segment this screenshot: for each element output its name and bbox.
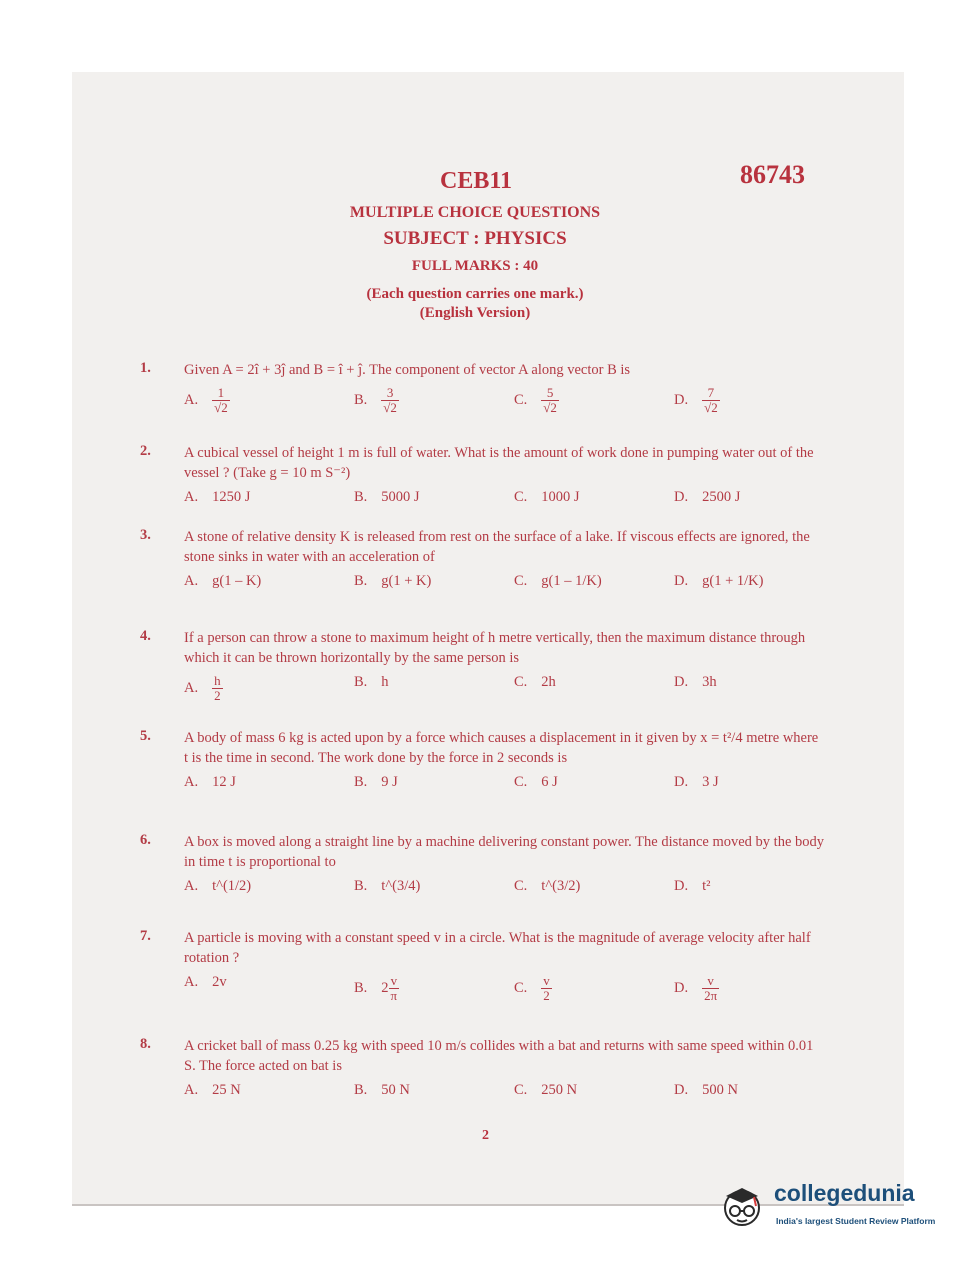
option-fraction	[212, 674, 223, 703]
fraction-numerator: 7	[702, 386, 720, 401]
option-d[interactable]	[674, 674, 717, 691]
option-d[interactable]	[674, 774, 719, 791]
option-d[interactable]	[674, 489, 740, 506]
option-fraction	[541, 386, 559, 415]
option-row	[184, 878, 824, 918]
option-c[interactable]	[514, 674, 556, 691]
question-text: A body of mass 6 kg is acted upon by a force which causes a displacement in it given by x = t²/4 metre where t is the time in second. The work done by the force in 2 seconds is	[184, 730, 819, 766]
option-label: D.	[674, 1082, 689, 1098]
option-value: 1000 J	[541, 489, 580, 505]
option-value: 5000 J	[381, 489, 420, 505]
question-number: 3.	[140, 527, 151, 543]
option-label: D.	[674, 878, 689, 894]
option-value: t^(3/2)	[541, 878, 581, 894]
option-label: C.	[514, 979, 528, 996]
option-row	[184, 489, 824, 529]
option-d[interactable]	[674, 974, 719, 1003]
option-c[interactable]	[514, 974, 552, 1003]
fraction-numerator: h	[214, 673, 221, 688]
marks-note: (Each question carries one mark.)	[366, 286, 584, 302]
option-label: A.	[184, 878, 199, 894]
option-fraction	[702, 386, 720, 415]
option-label: B.	[354, 489, 368, 505]
option-value: g(1 + 1/K)	[702, 573, 764, 589]
logo-name: collegedunia	[774, 1180, 915, 1206]
logo-tagline: India's largest Student Review Platform	[776, 1216, 936, 1226]
option-label: A.	[184, 679, 199, 696]
option-fraction	[381, 386, 399, 415]
question-number: 8.	[140, 1036, 151, 1052]
option-c[interactable]	[514, 774, 558, 791]
question-text: A stone of relative density K is released from rest on the surface of a lake. If viscous effects are ignored, the stone sinks in water with an acceleration of	[184, 529, 810, 565]
option-a[interactable]	[184, 1082, 241, 1099]
option-label: B.	[354, 573, 368, 589]
option-label: D.	[674, 573, 689, 589]
option-value: g(1 – 1/K)	[541, 573, 602, 589]
option-fraction	[212, 386, 230, 415]
option-value: 1250 J	[212, 489, 251, 505]
option-label: B.	[354, 1082, 368, 1098]
option-label: A.	[184, 974, 199, 990]
option-label: D.	[674, 979, 689, 996]
option-value: 2h	[541, 674, 556, 690]
question-number: 6.	[140, 832, 151, 848]
option-b[interactable]	[354, 1082, 410, 1099]
option-label: D.	[674, 774, 689, 790]
option-label: D.	[674, 674, 689, 690]
option-a[interactable]	[184, 974, 227, 991]
option-row	[184, 774, 824, 814]
option-d[interactable]	[674, 878, 711, 895]
fraction-numerator: v	[389, 974, 400, 989]
option-label: C.	[514, 878, 528, 894]
full-marks: FULL MARKS : 40	[411, 258, 539, 274]
option-row	[184, 573, 824, 613]
option-a[interactable]	[184, 774, 236, 791]
option-label: A.	[184, 1082, 199, 1098]
option-b[interactable]	[354, 386, 399, 415]
option-value: 2v	[212, 974, 227, 990]
question-text: Given A = 2î + 3ĵ and B = î + ĵ. The component of vector A along vector B is	[184, 362, 631, 378]
option-b[interactable]	[354, 573, 431, 590]
question-number: 7.	[140, 928, 151, 944]
paper-code: CEB11	[440, 168, 513, 194]
option-c[interactable]	[514, 489, 580, 506]
option-value: h	[381, 674, 389, 690]
option-c[interactable]	[514, 1082, 577, 1099]
option-c[interactable]	[514, 878, 580, 895]
option-b[interactable]	[354, 489, 420, 506]
option-label: B.	[354, 391, 368, 408]
option-value: 25 N	[212, 1082, 241, 1098]
fraction-denominator: π	[390, 988, 398, 1003]
page-number: 2	[482, 1128, 489, 1143]
option-value: 12 J	[212, 774, 236, 790]
option-c[interactable]	[514, 573, 602, 590]
option-d[interactable]	[674, 573, 763, 590]
fraction-denominator: 2π	[704, 988, 718, 1003]
option-label: C.	[514, 391, 528, 408]
option-a[interactable]	[184, 878, 251, 895]
fraction-denominator: 2	[543, 988, 550, 1003]
question-number: 4.	[140, 628, 151, 644]
option-value: 500 N	[702, 1082, 738, 1098]
option-b[interactable]	[354, 974, 399, 1003]
option-label: B.	[354, 979, 368, 996]
option-label: D.	[674, 391, 689, 408]
question-text: A particle is moving with a constant speed v in a circle. What is the magnitude of average velocity after half rotation ?	[184, 930, 811, 966]
option-value: g(1 – K)	[212, 573, 262, 589]
fraction-numerator: 5	[541, 386, 559, 401]
option-d[interactable]	[674, 386, 720, 415]
option-a[interactable]	[184, 674, 223, 703]
option-a[interactable]	[184, 386, 230, 415]
question-text: A cubical vessel of height 1 m is full of water. What is the amount of work done in pumping water out of the vessel ? (Take g = 10 m S⁻²)	[184, 445, 814, 481]
option-b[interactable]	[354, 774, 398, 791]
option-label: C.	[514, 674, 528, 690]
question-text: A box is moved along a straight line by a machine delivering constant power. The distance moved by the body in time t is proportional to	[184, 834, 825, 870]
option-fraction	[541, 974, 552, 1003]
fraction-denominator: √2	[543, 400, 557, 415]
question-number: 2.	[140, 443, 151, 459]
option-label: A.	[184, 573, 199, 589]
option-value: g(1 + K)	[381, 573, 432, 589]
option-fraction	[389, 974, 400, 1003]
option-label: C.	[514, 573, 528, 589]
option-label: B.	[354, 674, 368, 690]
fraction-denominator: √2	[704, 400, 718, 415]
fraction-numerator: v	[702, 974, 719, 989]
question-text: If a person can throw a stone to maximum height of h metre vertically, then the maximum distance through which it can be thrown horizontally by the same person is	[184, 630, 806, 666]
option-label: A.	[184, 489, 199, 505]
option-b[interactable]	[354, 878, 420, 895]
option-row	[184, 386, 824, 426]
option-row	[184, 974, 824, 1014]
fraction-denominator: √2	[214, 400, 228, 415]
collegedunia-logo	[716, 1178, 956, 1234]
option-b[interactable]	[354, 674, 389, 691]
option-value: t^(1/2)	[212, 878, 252, 894]
option-d[interactable]	[674, 1082, 738, 1099]
question-number: 1.	[140, 360, 151, 376]
option-label: C.	[514, 489, 528, 505]
question-text: A cricket ball of mass 0.25 kg with speed 10 m/s collides with a bat and returns with same speed within 0.01 S. The force acted on bat is	[184, 1038, 814, 1074]
option-c[interactable]	[514, 386, 559, 415]
option-label: A.	[184, 391, 199, 408]
option-prefix: 2	[381, 979, 389, 996]
option-label: B.	[354, 878, 368, 894]
option-fraction	[702, 974, 719, 1003]
fraction-denominator: 2	[214, 688, 221, 703]
option-value: 3h	[702, 674, 717, 690]
option-row	[184, 674, 824, 714]
fraction-numerator: v	[543, 973, 550, 988]
fraction-numerator: 3	[381, 386, 399, 401]
option-label: D.	[674, 489, 689, 505]
option-row	[184, 1082, 824, 1122]
option-value: 6 J	[541, 774, 558, 790]
option-value: 250 N	[541, 1082, 578, 1098]
student-mascot-icon	[720, 1184, 764, 1228]
question-number: 5.	[140, 728, 151, 744]
option-value: t^(3/4)	[381, 878, 421, 894]
paper-type: MULTIPLE CHOICE QUESTIONS	[349, 204, 601, 221]
option-value: 2500 J	[702, 489, 741, 505]
option-a[interactable]	[184, 573, 261, 590]
option-label: C.	[514, 774, 528, 790]
language-version: (English Version)	[419, 305, 531, 321]
option-value: t²	[702, 878, 711, 894]
option-label: B.	[354, 774, 368, 790]
serial-number: 86743	[740, 160, 805, 189]
option-value: 50 N	[381, 1082, 410, 1098]
option-value: 3 J	[702, 774, 719, 790]
option-value: 9 J	[381, 774, 398, 790]
fraction-denominator: √2	[383, 400, 397, 415]
subject-title: SUBJECT : PHYSICS	[383, 228, 567, 249]
fraction-numerator: 1	[212, 386, 230, 401]
option-a[interactable]	[184, 489, 250, 506]
option-label: A.	[184, 774, 199, 790]
option-label: C.	[514, 1082, 528, 1098]
